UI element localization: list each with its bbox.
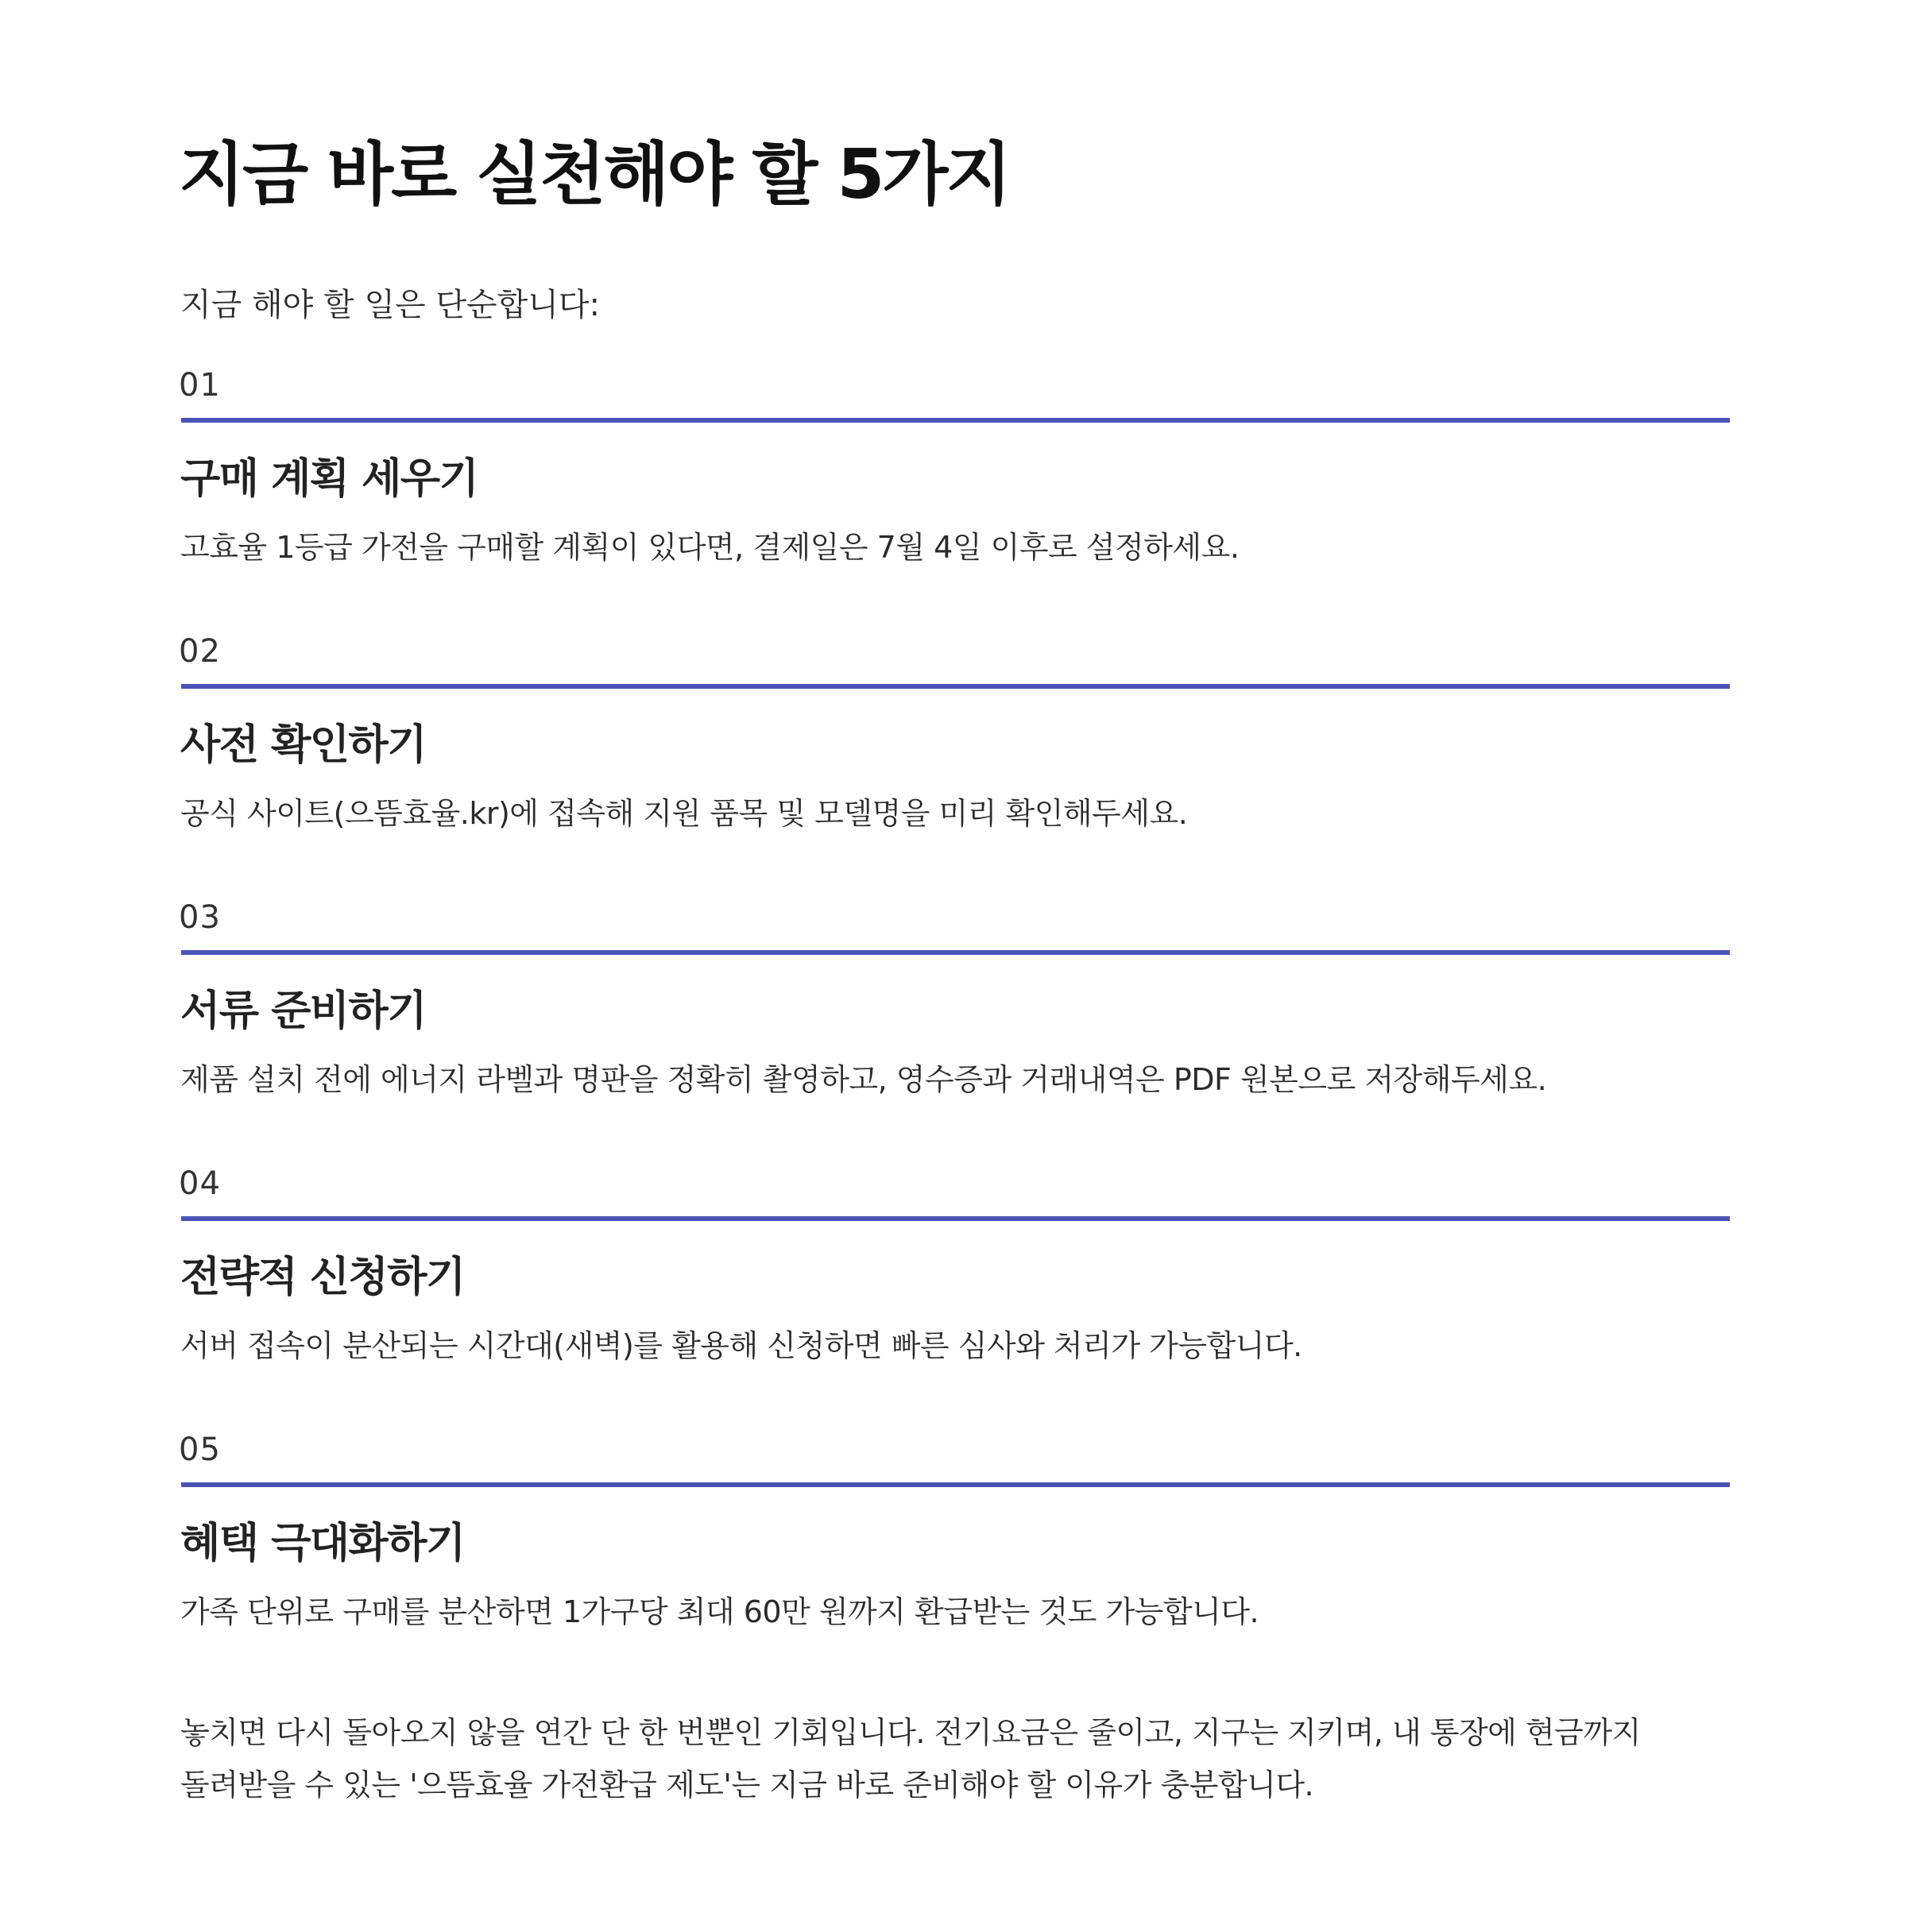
step-description: 제품 설치 전에 에너지 라벨과 명판을 정확히 촬영하고, 영수증과 거래내역은 PDF 원본으로 저장해두세요. bbox=[180, 1062, 1547, 1097]
step-description: 공식 사이트(으뜸효율.kr)에 접속해 지원 품목 및 모델명을 미리 확인해두세요. bbox=[180, 796, 1188, 831]
step-divider bbox=[181, 684, 1730, 689]
step-item bbox=[179, 367, 1730, 589]
step-item bbox=[179, 633, 1730, 856]
step-number: 05 bbox=[179, 1432, 221, 1468]
step-divider bbox=[181, 950, 1730, 955]
step-title: 구매 계획 세우기 bbox=[180, 455, 478, 503]
intro-text: 지금 해야 할 일은 단순합니다: bbox=[180, 287, 601, 323]
step-title: 서류 준비하기 bbox=[180, 987, 426, 1035]
step-title: 사전 확인하기 bbox=[180, 721, 426, 769]
step-number: 02 bbox=[179, 633, 221, 670]
page-title: 지금 바로 실천해야 할 5가지 bbox=[179, 135, 1010, 214]
step-description: 고효율 1등급 가전을 구매할 계획이 있다면, 결제일은 7월 4일 이후로 설정하세요. bbox=[180, 530, 1240, 565]
step-number: 03 bbox=[179, 899, 221, 936]
step-divider bbox=[181, 1216, 1730, 1221]
step-title: 혜택 극대화하기 bbox=[180, 1520, 465, 1567]
step-item bbox=[179, 899, 1730, 1122]
step-divider bbox=[181, 418, 1730, 423]
step-item bbox=[179, 1432, 1730, 1654]
step-description: 가족 단위로 구매를 분산하면 1가구당 최대 60만 원까지 환급받는 것도 가능합니다. bbox=[180, 1594, 1259, 1629]
step-title: 전략적 신청하기 bbox=[180, 1254, 465, 1301]
closing-line: 놓치면 다시 돌아오지 않을 연간 단 한 번뿐인 기회입니다. 전기요금은 줄이고, 지구는 지키며, 내 통장에 현금까지 bbox=[180, 1715, 1641, 1750]
step-divider bbox=[181, 1482, 1730, 1487]
step-number: 01 bbox=[179, 367, 221, 404]
closing-line: 돌려받을 수 있는 '으뜸효율 가전환급 제도'는 지금 바로 준비해야 할 이유가 충분합니다. bbox=[180, 1768, 1314, 1803]
step-number: 04 bbox=[179, 1165, 221, 1202]
closing-paragraph bbox=[180, 1706, 1738, 1811]
step-description: 서버 접속이 분산되는 시간대(새벽)를 활용해 신청하면 빠른 심사와 처리가 가능합니다. bbox=[180, 1328, 1302, 1363]
step-item bbox=[179, 1165, 1730, 1388]
